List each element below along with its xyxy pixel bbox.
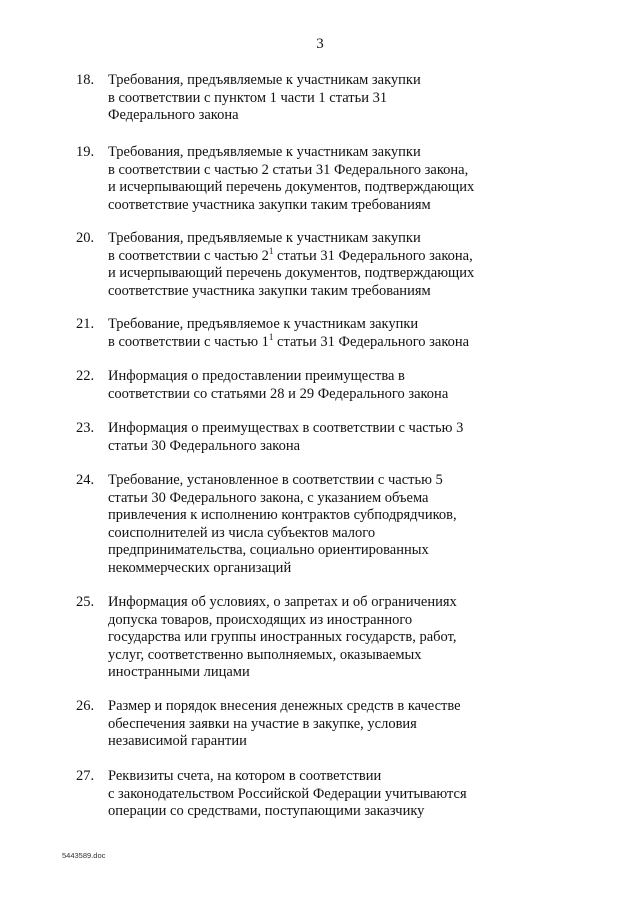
item-line: Информация об условиях, о запретах и об ограничениях: [108, 594, 457, 610]
item-line: статьи 30 Федерального закона, с указанием объема: [108, 489, 429, 506]
item-line: соответствие участника закупки таким требованиям: [108, 282, 431, 299]
item-line: привлечения к исполнению контрактов субподрядчиков,: [108, 507, 457, 523]
item-line: Требования, предъявляемые к участникам закупки: [108, 230, 421, 246]
item-number: 26.: [76, 698, 95, 714]
superscript: 1: [268, 331, 274, 342]
item-line: в соответствии с частью 2 статьи 31 Федерального закона,: [108, 161, 469, 178]
item-line: Федерального закона: [108, 107, 239, 123]
item-text: [108, 472, 516, 577]
item-line: и исчерпывающий перечень документов, подтверждающих: [108, 265, 475, 281]
item-line: Информация о предоставлении преимущества в: [108, 368, 405, 384]
item-line-part: в соответствии с частью 1: [108, 333, 269, 350]
item-line: иностранными лицами: [108, 664, 250, 680]
list-item-18: [76, 72, 516, 125]
superscript: 1: [268, 245, 274, 256]
item-line: Требование, установленное в соответствии с частью 5: [108, 472, 443, 488]
list-item-23: [76, 420, 516, 455]
list-item-27: [76, 768, 516, 821]
item-line: Требования, предъявляемые к участникам закупки: [108, 72, 421, 88]
item-line: с законодательством Российской Федерации учитываются: [108, 785, 467, 802]
item-number: 25.: [76, 594, 95, 610]
item-line: операции со средствами, поступающими заказчику: [108, 803, 425, 819]
item-line: и исчерпывающий перечень документов, подтверждающих: [108, 179, 475, 195]
item-number: 27.: [76, 768, 95, 784]
item-line: услуг, соответственно выполняемых, оказываемых: [108, 646, 422, 663]
item-line: соответствие участника закупки таким требованиям: [108, 196, 431, 213]
item-line-part: в соответствии с частью 2: [108, 247, 269, 264]
list-item-24: [76, 472, 516, 577]
item-line-part: статьи 31 Федерального закона,: [273, 247, 473, 264]
item-line: соисполнителей из числа субъектов малого: [108, 524, 376, 541]
item-text: [108, 698, 516, 751]
page-number: 3: [316, 36, 324, 52]
item-line: соответствии со статьями 28 и 29 Федерального закона: [108, 385, 449, 402]
list-item-19: [76, 144, 516, 214]
item-line: обеспечения заявки на участие в закупке, условия: [108, 715, 417, 732]
item-line: Размер и порядок внесения денежных средств в качестве: [108, 698, 461, 714]
item-number: 23.: [76, 420, 95, 436]
item-number: 20.: [76, 230, 95, 246]
item-line: некоммерческих организаций: [108, 559, 292, 576]
item-text: [108, 144, 516, 214]
item-line: в соответствии с пунктом 1 части 1 статьи 31: [108, 89, 388, 106]
list-item-26: [76, 698, 516, 751]
item-line-with-superscript: [108, 331, 516, 352]
item-line-part: статьи 31 Федерального закона: [273, 333, 470, 350]
list-item-21: [76, 316, 516, 351]
item-line-with-superscript: [108, 245, 516, 266]
item-line: статьи 30 Федерального закона: [108, 437, 301, 454]
item-text: [108, 316, 516, 351]
item-line: государства или группы иностранных государств, работ,: [108, 629, 457, 645]
list-item-25: [76, 594, 516, 682]
item-number: 24.: [76, 472, 95, 488]
item-line: Требования, предъявляемые к участникам закупки: [108, 144, 421, 160]
item-number: 19.: [76, 144, 95, 160]
item-text: [108, 230, 516, 300]
item-text: [108, 768, 516, 821]
item-number: 18.: [76, 72, 95, 88]
item-line: Требование, предъявляемое к участникам закупки: [108, 316, 419, 332]
item-text: [108, 368, 516, 403]
item-text: [108, 594, 516, 682]
item-number: 21.: [76, 316, 95, 332]
item-text: [108, 72, 516, 125]
item-line: независимой гарантии: [108, 733, 247, 749]
item-line: Реквизиты счета, на котором в соответствии: [108, 768, 382, 784]
list-item-22: [76, 368, 516, 403]
list-item-20: [76, 230, 516, 300]
item-text: [108, 420, 516, 455]
item-line: Информация о преимуществах в соответствии с частью 3: [108, 420, 464, 436]
document-filename-footer: 5443589.doc: [62, 851, 106, 860]
item-line: допуска товаров, происходящих из иностранного: [108, 611, 413, 628]
item-number: 22.: [76, 368, 95, 384]
item-line: предпринимательства, социально ориентированных: [108, 542, 429, 558]
